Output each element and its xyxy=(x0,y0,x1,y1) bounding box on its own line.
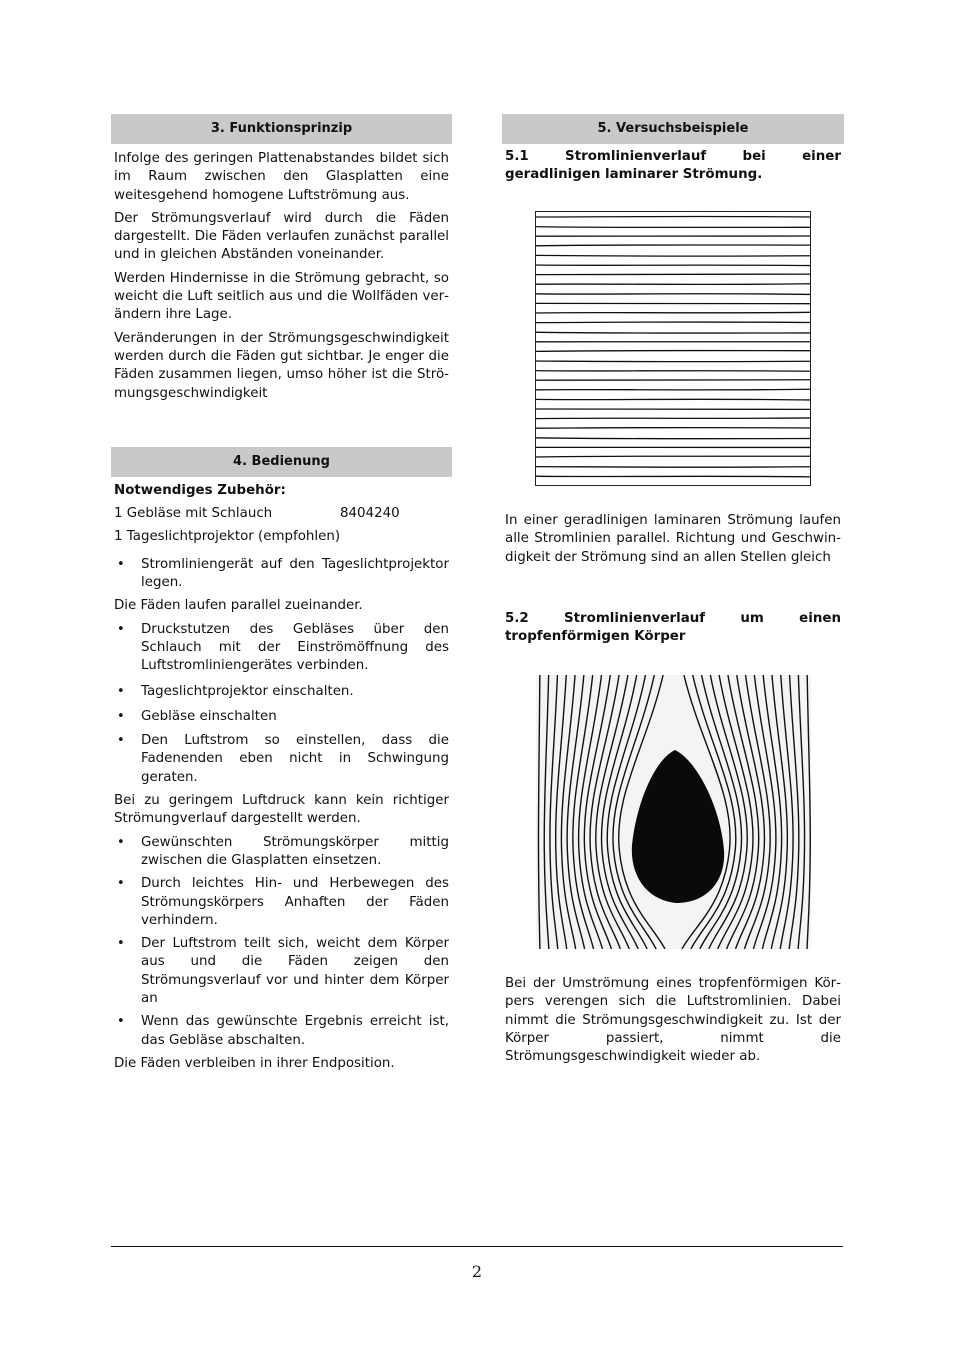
paragraph: Bei zu geringem Luftdruck kann kein richtiger Strömungverlauf dargestellt werden. xyxy=(114,793,449,827)
paragraph: Infolge des geringen Plattenabstandes bildet sich im Raum zwischen den Glasplatten eine weitesgehend homogene Luftströmung aus. xyxy=(114,151,449,203)
list-item: • Druckstutzen des Gebläses über den Schlauch mit der Einströmöffnung des Luftstromliniengerätes verbinden. xyxy=(114,621,449,676)
subsection-title: 5.2 Stromlinienverlauf um einen tropfenförmigen Körper xyxy=(505,610,841,645)
right-column-mid xyxy=(502,512,844,646)
section-heading-bedienung: 4. Bedienung xyxy=(111,447,452,477)
list-item: • Wenn das gewünschte Ergebnis erreicht ist, das Gebläse abschalten. xyxy=(114,1013,449,1050)
right-column-bottom xyxy=(502,975,844,1066)
list-item: • Gebläse einschalten xyxy=(114,708,449,726)
section-heading-versuchsbeispiele: 5. Versuchsbeispiele xyxy=(502,114,844,144)
right-column xyxy=(502,114,844,185)
accessories-title: Notwendiges Zubehör: xyxy=(114,482,286,498)
accessory-row xyxy=(114,505,449,523)
streamline xyxy=(535,467,811,468)
streamline xyxy=(535,418,811,419)
list-item: • Stromliniengerät auf den Tageslichtprojektor legen. xyxy=(114,556,449,593)
streamline xyxy=(535,322,811,323)
streamline xyxy=(535,255,811,256)
list-item: • Den Luftstrom so einstellen, dass die Fadenenden eben nicht in Schwingung geraten. xyxy=(114,732,449,787)
paragraph: Werden Hindernisse in die Strömung gebracht, so weicht die Luft seitlich aus und die Wollfäden verändern ihre Lage. xyxy=(114,270,449,323)
streamline xyxy=(535,294,811,295)
drop-body-flow-image xyxy=(536,675,811,949)
accessory-name: 1 Gebläse mit Schlauch xyxy=(114,506,273,522)
paragraph: Bei der Umströmung eines tropfenförmigen Körpers verengen sich die Luftstromlinien. Dabei nimmt die Strömungsgeschwindigkeit zu. Ist der Körper passiert, nimmt die Strömungsgeschwindigkeit wieder ab. xyxy=(505,976,841,1065)
laminar-flow-image xyxy=(535,211,811,486)
left-column xyxy=(111,114,452,1073)
paragraph: Die Fäden laufen parallel zueinander. xyxy=(114,598,363,614)
subsection-title: 5.1 Stromlinienverlauf bei einer geradlinigen laminarer Strömung. xyxy=(505,149,841,183)
streamline xyxy=(535,274,811,275)
streamline xyxy=(535,371,811,372)
streamline xyxy=(535,389,811,390)
list-item: • Der Luftstrom teilt sich, weicht dem Körper aus und die Fäden zeigen den Strömungsverlauf vor und hinter dem Körper an xyxy=(114,935,449,1008)
streamline xyxy=(535,312,811,313)
streamline xyxy=(535,265,811,266)
accessory-code: 8404240 xyxy=(340,506,400,522)
paragraph: Der Strömungsverlauf wird durch die Fäden dargestellt. Die Fäden verlaufen zunächst parallel und in gleichen Abständen voneinander. xyxy=(114,210,449,263)
list-item: • Tageslichtprojektor einschalten. xyxy=(114,683,449,701)
footer-rule xyxy=(111,1246,843,1247)
streamline xyxy=(535,428,811,429)
streamline xyxy=(535,216,811,217)
list-item: • Durch leichtes Hin- und Herbewegen des Strömungskörpers Anhaften der Fäden verhindern. xyxy=(114,875,449,930)
laminar-flow-figure xyxy=(535,211,811,486)
list-item: • Gewünschten Strömungskörper mittig zwischen die Glasplatten einsetzen. xyxy=(114,834,449,871)
section-heading-funktionsprinzip: 3. Funktionsprinzip xyxy=(111,114,452,144)
streamline xyxy=(535,399,811,400)
accessory-row: 1 Tageslichtprojektor (empfohlen) xyxy=(114,529,341,545)
paragraph: Die Fäden verbleiben in ihrer Endposition. xyxy=(114,1055,395,1071)
paragraph: In einer geradlinigen laminaren Strömung laufen alle Stromlinien parallel. Richtung und Geschwindigkeit der Strömung sind an allen Stellen gleich xyxy=(505,513,841,565)
streamline xyxy=(535,284,811,285)
paragraph: Veränderungen in der Strömungsgeschwindigkeit werden durch die Fäden gut sichtbar. Je enger die Fäden zusammen liegen, umso höher ist die Strömungsgeschwindigkeit xyxy=(114,330,449,401)
streamline xyxy=(535,361,811,362)
page-number: 2 xyxy=(471,1262,483,1281)
drop-body-flow-figure xyxy=(536,675,811,949)
streamline xyxy=(535,476,811,477)
